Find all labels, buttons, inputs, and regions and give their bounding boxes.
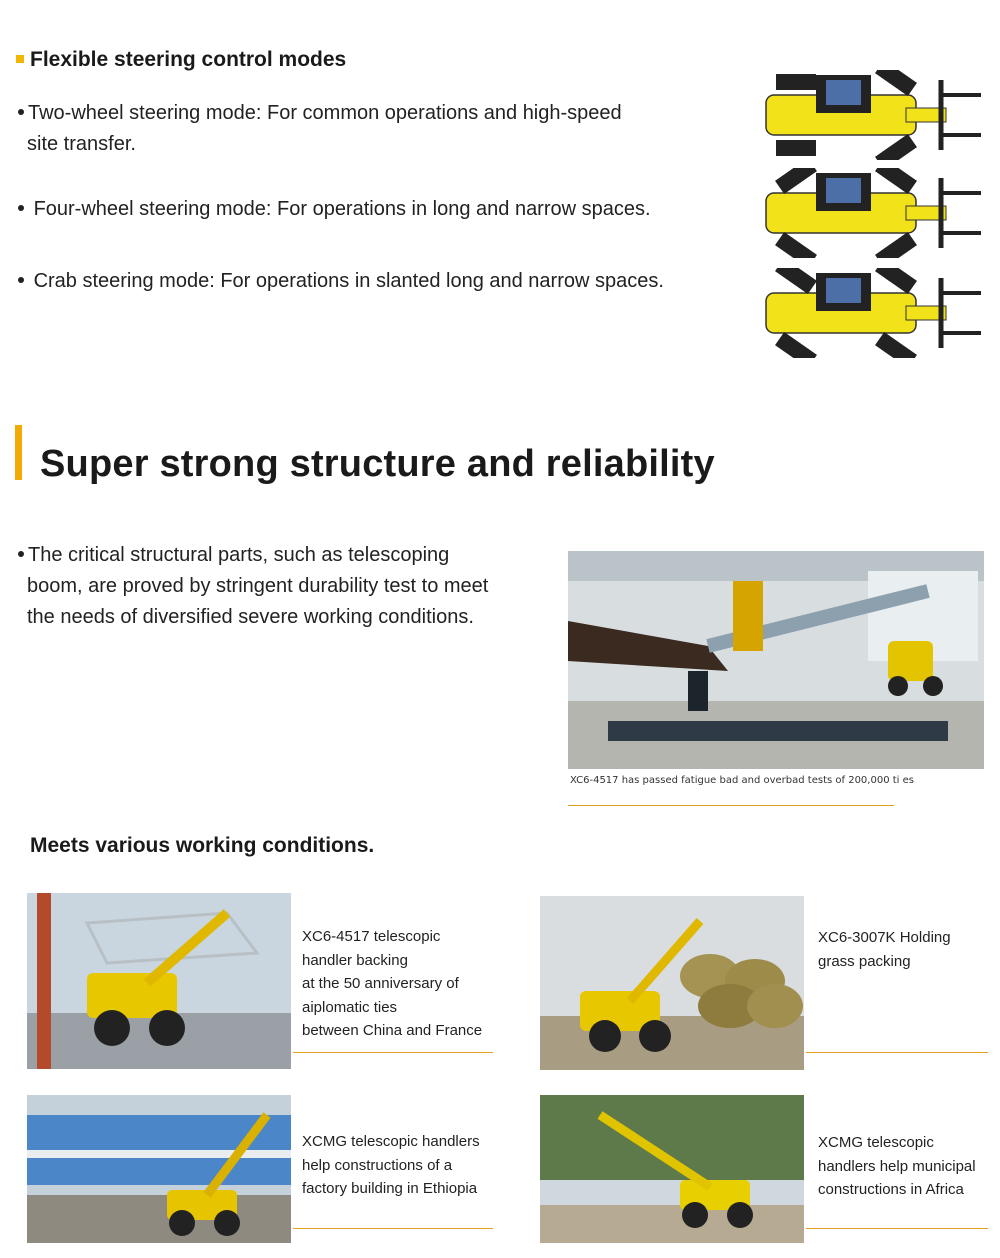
bullet-dot (18, 551, 24, 557)
caption-rule (806, 1228, 988, 1229)
caption-rule (568, 805, 894, 806)
caption-grass-packing: XC6-3007K Holding grass packing (818, 929, 951, 970)
structure-heading: Super strong structure and reliability (40, 443, 715, 485)
caption-china-france: XC6-4517 telescopic handler backing at the 50 anniversary of aiplomatic ties between China and France (302, 928, 483, 1039)
bullet-dot (18, 109, 24, 115)
fatigue-test-caption: XC6-4517 has passed fatigue bad and overbad tests of 200,000 ti es (570, 775, 914, 786)
caption-africa: XCMG telescopic handlers help municipal constructions in Africa (818, 1134, 976, 1198)
bullet-dot (18, 205, 24, 211)
fatigue-test-photo (568, 551, 984, 769)
china-france-photo (27, 893, 291, 1069)
crab-steering-diagram (756, 268, 986, 358)
ethiopia-factory-photo (27, 1095, 291, 1243)
section-accent-bar (15, 425, 22, 480)
steering-bullet-two-wheel: Two-wheel steering mode: For common operations and high-speed site transfer. (18, 98, 622, 160)
structure-bullet: The critical structural parts, such as telescoping boom, are proved by stringent durability test to meet the needs of diversified severe working conditions. (18, 540, 488, 633)
two-wheel-steering-diagram (756, 70, 986, 160)
caption-rule (293, 1228, 493, 1229)
caption-rule (293, 1052, 493, 1053)
caption-ethiopia: XCMG telescopic handlers help constructions of a factory building in Ethiopia (302, 1133, 480, 1197)
grass-packing-photo (540, 896, 804, 1070)
conditions-heading: Meets various working conditions. (30, 834, 375, 857)
africa-municipal-photo (540, 1095, 804, 1243)
four-wheel-steering-diagram (756, 168, 986, 258)
steering-bullet-crab: Crab steering mode: For operations in slanted long and narrow spaces. (18, 266, 664, 297)
heading-marker (16, 55, 24, 63)
caption-rule (806, 1052, 988, 1053)
bullet-dot (18, 277, 24, 283)
steering-heading: Flexible steering control modes (30, 48, 347, 71)
steering-bullet-four-wheel: Four-wheel steering mode: For operations in long and narrow spaces. (18, 194, 651, 225)
